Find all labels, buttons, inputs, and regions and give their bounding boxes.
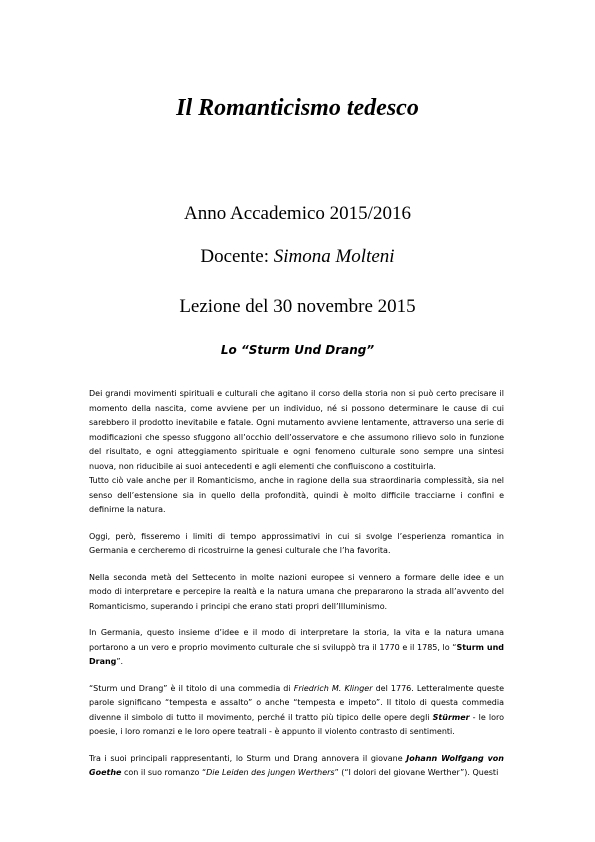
page-title: Il Romanticismo tedesco xyxy=(176,95,419,121)
paragraph-4: Nella seconda metà del Settecento in molte nazioni europee si vennero a formare delle idee e un modo di interpretare e percepire la realtà e la natura umana che prepararono la strada all’avvento del Romanticismo, superando i principi che erano stati propri dell’Illuminismo. xyxy=(89,572,504,611)
body-text xyxy=(89,387,504,781)
paragraph-6-b: del 1776. Letteralmente queste parole significano “tempesta e assalto” o anche “tempesta e impeto”. Il titolo di questa commedia divenne il simbolo di tutto il movimento, perché il tratto più tipico delle opere degli xyxy=(89,683,504,722)
paragraph-5-text: In Germania, questo insieme d’idee e il modo di interpretare la storia, la vita e la natura umana portarono a un vero e proprio movimento culturale che si sviluppò tra il 1770 e il 1785, lo “ xyxy=(89,628,504,652)
paragraph-5 xyxy=(89,626,504,670)
paragraph-7-c: ” (“I dolori del giovane Werther”). Questi xyxy=(334,768,499,777)
teacher-name: Simona Molteni xyxy=(273,246,395,267)
lesson-date: Lezione del 30 novembre 2015 xyxy=(179,296,416,317)
werther-title: Die Leiden des jungen Werthers xyxy=(206,768,335,777)
paragraph-6-c: - le loro poesie, i loro romanzi e le loro opere teatrali - è appunto il violento contrasto di sentimenti. xyxy=(89,712,504,736)
paragraph-1: Dei grandi movimenti spirituali e culturali che agitano il corso della storia non si può certo precisare il momento della nascita, come avviene per un individuo, né si possono determinare le cause di cui sarebbero il prodotto inevitabile e fatale. Ogni mutamento avviene lentamente, attraverso una serie di modificazioni che spesso sfuggono all’occhio dell’osservatore e che assumono rilievo solo in funzione del risultato, e ogni atteggiamento spirituale e ogni fenomeno culturale sono sempre una sintesi nuova, non riducibile ai suoi antecedenti e agli elementi che confluiscono a costituirla. xyxy=(89,389,504,471)
paragraph-7-a: Tra i suoi principali rappresentanti, lo Sturm und Drang annovera il giovane xyxy=(89,753,407,763)
sturmer-term: Stürmer xyxy=(432,712,470,722)
academic-year: Anno Accademico 2015/2016 xyxy=(184,203,411,224)
paragraph-7 xyxy=(89,752,504,781)
paragraph-6-a: “Sturm und Drang” è il titolo di una commedia di xyxy=(89,683,294,693)
klinger-name: Friedrich M. Klinger xyxy=(293,683,373,693)
paragraph-6 xyxy=(89,682,504,740)
paragraph-7-b: con il suo romanzo “ xyxy=(121,768,207,777)
teacher-label: Docente: xyxy=(200,246,274,267)
paragraph-5-end: ”. xyxy=(116,657,124,666)
movement-name: Sturm und Drang xyxy=(89,642,505,666)
paragraph-3: Oggi, però, fisseremo i limiti di tempo approssimativi in cui si svolge l’esperienza romantica in Germania e cercheremo di ricostruirne la genesi culturale che l’ha favorita. xyxy=(89,531,504,555)
paragraph-2: Tutto ciò vale anche per il Romanticismo, anche in ragione della sua straordinaria complessità, sia nel senso dell’estensione sia in quello della profondità, quindi è molto difficile tracciarne i confini e definirne la natura. xyxy=(89,476,504,514)
teacher-line xyxy=(0,246,595,268)
section-subtitle: Lo “Sturm Und Drang” xyxy=(220,343,375,357)
goethe-name: Johann Wolfgang von Goethe xyxy=(89,753,504,777)
